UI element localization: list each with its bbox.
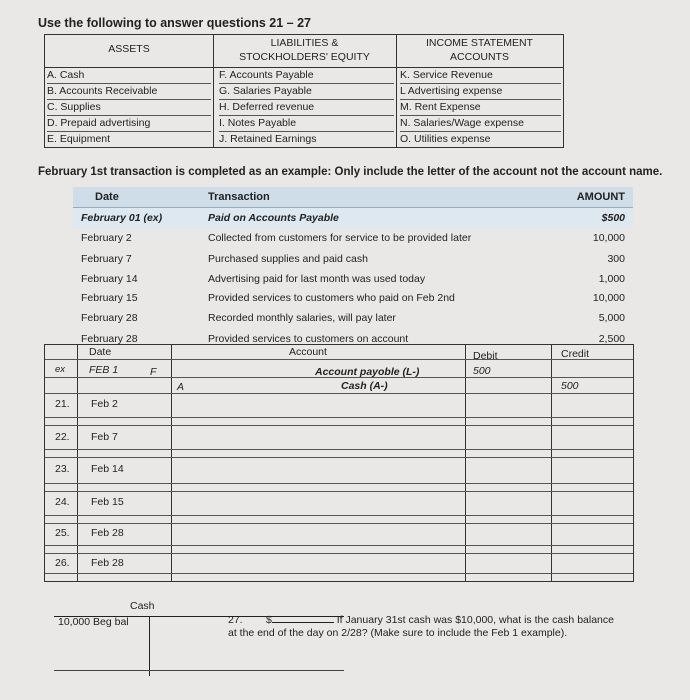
transaction-desc: Collected from customers for service to be provided later bbox=[208, 232, 472, 244]
journal-debit-header: Debit bbox=[473, 350, 498, 362]
entry-date: Feb 14 bbox=[91, 463, 124, 475]
date-header: Date bbox=[95, 191, 119, 203]
transaction-row bbox=[73, 308, 633, 328]
asset-item: D. Prepaid advertising bbox=[47, 115, 211, 132]
entry-date: Feb 2 bbox=[91, 398, 118, 410]
income-item: M. Rent Expense bbox=[400, 99, 561, 116]
example-debit-letter: F bbox=[150, 366, 157, 378]
transaction-amount: 5,000 bbox=[598, 312, 625, 324]
question-number: 23. bbox=[55, 463, 70, 475]
transaction-desc: Recorded monthly salaries, will pay later bbox=[208, 312, 396, 324]
transaction-date: February 01 (ex) bbox=[81, 212, 163, 224]
entry-date: Feb 28 bbox=[91, 557, 124, 569]
question-number: 22. bbox=[55, 431, 70, 443]
grid-line bbox=[45, 359, 633, 360]
transaction-date: February 28 bbox=[81, 312, 138, 324]
transaction-amount: 300 bbox=[607, 253, 625, 265]
transaction-row bbox=[73, 208, 633, 228]
journal-account-header: Account bbox=[289, 346, 327, 358]
t-account-bottom-line bbox=[54, 670, 344, 671]
liability-item: F. Accounts Payable bbox=[219, 67, 394, 84]
transaction-desc: Provided services to customers who paid on Feb 2nd bbox=[208, 292, 455, 304]
transaction-date: February 7 bbox=[81, 253, 132, 265]
transaction-row bbox=[73, 288, 633, 308]
transaction-row bbox=[73, 269, 633, 289]
transaction-amount: 1,000 bbox=[598, 273, 625, 285]
entry-date: Feb 28 bbox=[91, 527, 124, 539]
transaction-desc: Purchased supplies and paid cash bbox=[208, 253, 368, 265]
answer-blank[interactable] bbox=[272, 622, 334, 623]
grid-line bbox=[45, 417, 633, 418]
transaction-row bbox=[73, 249, 633, 269]
transaction-amount: 10,000 bbox=[592, 292, 625, 304]
example-debit-amount: 500 bbox=[473, 365, 491, 377]
grid-line bbox=[45, 523, 633, 524]
asset-item: A. Cash bbox=[47, 67, 211, 84]
assets-header: ASSETS bbox=[108, 43, 150, 55]
transaction-row bbox=[73, 228, 633, 248]
transaction-date: February 15 bbox=[81, 292, 138, 304]
example-debit-account: Account payoble (L-) bbox=[315, 366, 420, 378]
question-number: 26. bbox=[55, 557, 70, 569]
entry-date: Feb 15 bbox=[91, 496, 124, 508]
example-label: ex bbox=[55, 364, 66, 375]
transactions-table bbox=[73, 187, 633, 345]
transaction-amount: 2,500 bbox=[598, 333, 625, 345]
transactions-header bbox=[73, 187, 633, 208]
grid-line bbox=[45, 491, 633, 492]
answer-prefix: $ bbox=[265, 614, 272, 626]
example-credit-amount: 500 bbox=[561, 380, 579, 392]
grid-line bbox=[45, 515, 633, 516]
liability-item: I. Notes Payable bbox=[219, 115, 394, 132]
asset-item: B. Accounts Receivable bbox=[47, 83, 211, 100]
income-item: O. Utilities expense bbox=[400, 133, 491, 145]
transaction-date: February 2 bbox=[81, 232, 132, 244]
example-credit-account: Cash (A-) bbox=[341, 380, 388, 392]
accounts-header-row bbox=[45, 35, 563, 68]
asset-item: E. Equipment bbox=[47, 133, 111, 145]
question-27 bbox=[228, 614, 618, 640]
transaction-date: February 28 bbox=[81, 333, 138, 345]
journal-credit-header: Credit bbox=[561, 348, 590, 360]
question-27-number: 27. bbox=[228, 614, 243, 626]
example-credit-letter: A bbox=[177, 381, 185, 393]
chart-of-accounts-table bbox=[44, 34, 564, 148]
liability-item: J. Retained Earnings bbox=[219, 133, 317, 145]
income-item: N. Salaries/Wage expense bbox=[400, 115, 561, 132]
transaction-desc: Paid on Accounts Payable bbox=[208, 212, 339, 224]
liability-item: G. Salaries Payable bbox=[219, 83, 394, 100]
grid-line bbox=[45, 449, 633, 450]
transaction-amount: $500 bbox=[601, 212, 625, 224]
amount-header: AMOUNT bbox=[576, 191, 625, 203]
journal-date-header: Date bbox=[89, 346, 112, 358]
grid-line bbox=[45, 553, 633, 554]
page-title: Use the following to answer questions 21 – 27 bbox=[38, 16, 311, 30]
liabilities-header-line1: LIABILITIES & bbox=[270, 37, 339, 49]
entry-date: Feb 7 bbox=[91, 431, 118, 443]
asset-item: C. Supplies bbox=[47, 99, 211, 116]
example-instructions: February 1st transaction is completed as an example: Only include the letter of the account not the account name. bbox=[38, 166, 663, 178]
grid-line bbox=[45, 425, 633, 426]
income-item: K. Service Revenue bbox=[400, 67, 561, 84]
question-number: 24. bbox=[55, 496, 70, 508]
question-number: 21. bbox=[55, 398, 70, 410]
income-header-line2: ACCOUNTS bbox=[450, 51, 509, 63]
question-number: 25. bbox=[55, 527, 70, 539]
transaction-amount: 10,000 bbox=[592, 232, 625, 244]
income-header-line1: INCOME STATEMENT bbox=[426, 37, 533, 49]
t-account-stem bbox=[149, 616, 150, 676]
example-date: FEB 1 bbox=[89, 364, 119, 376]
t-account-beg-bal: 10,000 Beg bal bbox=[58, 616, 129, 628]
grid-line bbox=[45, 573, 633, 574]
grid-line bbox=[45, 545, 633, 546]
liabilities-header-line2: STOCKHOLDERS' EQUITY bbox=[239, 51, 370, 63]
transaction-header: Transaction bbox=[208, 191, 270, 203]
grid-line bbox=[45, 393, 633, 394]
transaction-desc: Advertising paid for last month was used today bbox=[208, 273, 426, 285]
t-account-title: Cash bbox=[130, 600, 155, 612]
transaction-desc: Provided services to customers on account bbox=[208, 333, 409, 345]
liability-item: H. Deferred revenue bbox=[219, 99, 394, 116]
transaction-date: February 14 bbox=[81, 273, 138, 285]
journal-grid bbox=[44, 344, 634, 582]
income-item: L Advertising expense bbox=[400, 83, 561, 100]
question-27-text: If January 31st cash was $10,000, what is the cash balance at the end of the day on 2/28? (Make sure to include the Feb 1 example). bbox=[228, 614, 614, 639]
grid-line bbox=[45, 457, 633, 458]
grid-line bbox=[45, 483, 633, 484]
